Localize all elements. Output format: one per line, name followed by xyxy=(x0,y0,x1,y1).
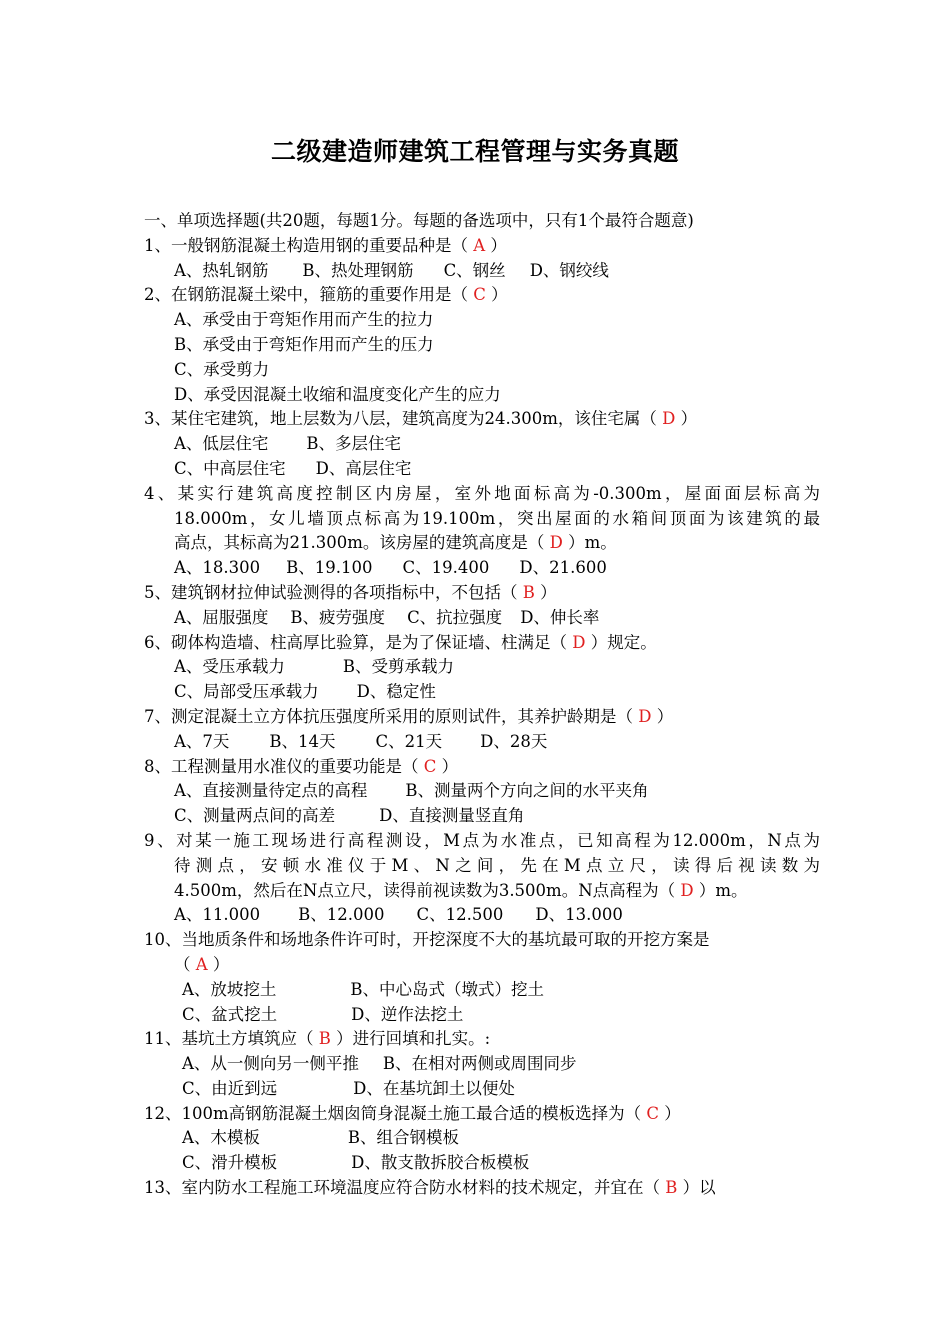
answer-mark: D xyxy=(549,533,563,553)
option-d: D、高层住宅 xyxy=(315,458,412,478)
question-7-stem: 7、测定混凝土立方体抗压强度所采用的原则试件，其养护龄期是（ D ） xyxy=(144,706,674,726)
question-10-stem: 10、当地质条件和场地条件许可时，开挖深度不大的基坑最可取的开挖方案是 xyxy=(144,930,710,950)
question-3-options-row1 xyxy=(144,432,820,457)
question-12-stem: 12、100m高钢筋混凝土烟囱筒身混凝土施工最合适的模板选择为（ C ） xyxy=(144,1103,681,1123)
option-c: C、承受剪力 xyxy=(174,359,270,379)
question-4-stem-line3: 高点，其标高为21.300m。该房屋的建筑高度是（ D ）m。 xyxy=(174,533,617,553)
answer-mark: D xyxy=(662,409,676,429)
option-b: B、测量两个方向之间的水平夹角 xyxy=(405,781,649,801)
option-a: A、7天 xyxy=(174,731,230,751)
question-2-stem: 2、在钢筋混凝土梁中，箍筋的重要作用是（ C ） xyxy=(144,285,508,305)
option-d: D、稳定性 xyxy=(356,682,436,702)
question-6-stem: 6、砌体构造墙、柱高厚比验算，是为了保证墙、柱满足（ D ）规定。 xyxy=(144,632,657,652)
answer-mark: A xyxy=(473,235,486,255)
option-b: B、多层住宅 xyxy=(306,434,402,454)
option-c: C、12.500 xyxy=(416,905,504,925)
answer-mark: B xyxy=(522,582,535,602)
question-9-options xyxy=(144,903,820,928)
question-12-options-row1 xyxy=(144,1126,820,1151)
option-a: A、木模板 xyxy=(182,1128,260,1148)
option-d: D、伸长率 xyxy=(520,607,600,627)
option-b: B、受剪承载力 xyxy=(342,657,455,677)
option-c: C、抗拉强度 xyxy=(407,607,503,627)
question-8-options-row1 xyxy=(144,779,820,804)
option-d: D、21.600 xyxy=(519,558,607,578)
answer-mark: B xyxy=(318,1029,331,1049)
option-a: A、从一侧向另一侧平推 xyxy=(182,1054,359,1074)
option-a: A、放坡挖土 xyxy=(182,979,277,999)
question-4-stem-line2: 18.000m，女儿墙顶点标高为19.100m，突出屋面的水箱间顶面为该建筑的最 xyxy=(174,508,820,528)
question-3-options-row2 xyxy=(144,457,820,482)
question-5-options xyxy=(144,606,820,631)
option-c: C、局部受压承载力 xyxy=(174,682,319,702)
question-10-options-row1 xyxy=(144,978,820,1003)
option-c: C、由近到远 xyxy=(182,1078,278,1098)
question-9-stem-line2: 待测点，安顿水准仪于M、N之间，先在M点立尺，读得后视读数为 xyxy=(174,855,820,875)
option-d: D、散支散拆胶合板模板 xyxy=(351,1153,530,1173)
answer-mark: B xyxy=(665,1178,678,1198)
option-b: B、承受由于弯矩作用而产生的压力 xyxy=(174,334,434,354)
question-12-options-row2 xyxy=(144,1151,820,1176)
option-d: D、钢绞线 xyxy=(529,260,609,280)
option-d: D、直接测量竖直角 xyxy=(379,806,525,826)
question-5-stem: 5、建筑钢材拉伸试验测得的各项指标中，不包括（ B ） xyxy=(144,582,557,602)
option-c: C、测量两点间的高差 xyxy=(174,806,336,826)
question-6-options-row2 xyxy=(144,680,820,705)
answer-mark: D xyxy=(638,706,652,726)
answer-mark: D xyxy=(680,880,694,900)
option-b: B、热处理钢筋 xyxy=(302,260,414,280)
option-b: B、中心岛式（墩式）挖土 xyxy=(350,979,545,999)
section-heading: 一、单项选择题(共20题，每题1分。每题的备选项中，只有1个最符合题意) xyxy=(144,211,694,230)
question-9-stem-line1: 9、对某一施工现场进行高程测设，M点为水准点，已知高程为12.000m，N点为 xyxy=(144,830,820,850)
question-11-stem: 11、基坑土方填筑应（ B ）进行回填和扎实。: xyxy=(144,1029,491,1049)
question-1-stem: 1、一般钢筋混凝土构造用钢的重要品种是（ A ） xyxy=(144,235,507,255)
question-6-options-row1 xyxy=(144,655,820,680)
question-4-options xyxy=(144,556,820,581)
option-a: A、屈服强度 xyxy=(174,607,269,627)
option-a: A、18.300 xyxy=(174,558,261,578)
option-a: A、直接测量待定点的高程 xyxy=(174,781,368,801)
option-a: A、11.000 xyxy=(174,905,261,925)
option-d: D、在基坑卸土以便处 xyxy=(353,1078,515,1098)
option-b: B、在相对两侧或周围同步 xyxy=(382,1054,577,1074)
option-c: C、21天 xyxy=(375,731,443,751)
question-11-options-row2 xyxy=(144,1077,820,1102)
option-d: D、28天 xyxy=(480,731,548,751)
option-b: B、12.000 xyxy=(298,905,385,925)
question-7-options xyxy=(144,730,820,755)
option-b: B、14天 xyxy=(269,731,336,751)
question-1-options xyxy=(144,259,820,284)
option-b: B、19.100 xyxy=(286,558,373,578)
option-d: D、逆作法挖土 xyxy=(351,1004,464,1024)
question-3-stem: 3、某住宅建筑，地上层数为八层，建筑高度为24.300m，该住宅属（ D ） xyxy=(144,409,698,429)
option-a: A、承受由于弯矩作用而产生的拉力 xyxy=(174,310,434,330)
answer-mark: C xyxy=(473,285,486,305)
option-d: D、13.000 xyxy=(535,905,623,925)
answer-mark: A xyxy=(195,954,208,974)
option-d: D、承受因混凝土收缩和温度变化产生的应力 xyxy=(174,384,501,404)
question-11-options-row1 xyxy=(144,1052,820,1077)
option-c: C、滑升模板 xyxy=(182,1153,278,1173)
option-a: A、低层住宅 xyxy=(174,434,269,454)
answer-mark: C xyxy=(423,756,437,776)
option-c: C、盆式挖土 xyxy=(182,1004,278,1024)
option-c: C、中高层住宅 xyxy=(174,458,286,478)
option-c: C、19.400 xyxy=(402,558,490,578)
option-c: C、钢丝 xyxy=(443,260,506,280)
option-a: A、热轧钢筋 xyxy=(174,260,269,280)
page-title: 二级建造师建筑工程管理与实务真题 xyxy=(270,137,679,166)
option-b: B、组合钢模板 xyxy=(347,1128,460,1148)
question-10-answer-line: （ A ） xyxy=(174,954,230,974)
option-b: B、疲劳强度 xyxy=(290,607,386,627)
question-list xyxy=(144,209,820,1201)
question-10-options-row2 xyxy=(144,1003,820,1028)
answer-mark: D xyxy=(572,632,586,652)
question-4-stem-line1: 4、某实行建筑高度控制区内房屋，室外地面标高为-0.300m，屋面面层标高为 xyxy=(144,483,820,503)
question-8-stem: 8、工程测量用水准仪的重要功能是（ C ） xyxy=(144,756,459,776)
question-9-stem-line3: 4.500m，然后在N点立尺，读得前视读数为3.500m。N点高程为（ D ）m。 xyxy=(174,880,748,900)
answer-mark: C xyxy=(646,1103,660,1123)
question-8-options-row2 xyxy=(144,804,820,829)
option-a: A、受压承载力 xyxy=(174,657,285,677)
question-13-stem: 13、室内防水工程施工环境温度应符合防水材料的技术规定，并宜在（ B ）以 xyxy=(144,1178,716,1198)
